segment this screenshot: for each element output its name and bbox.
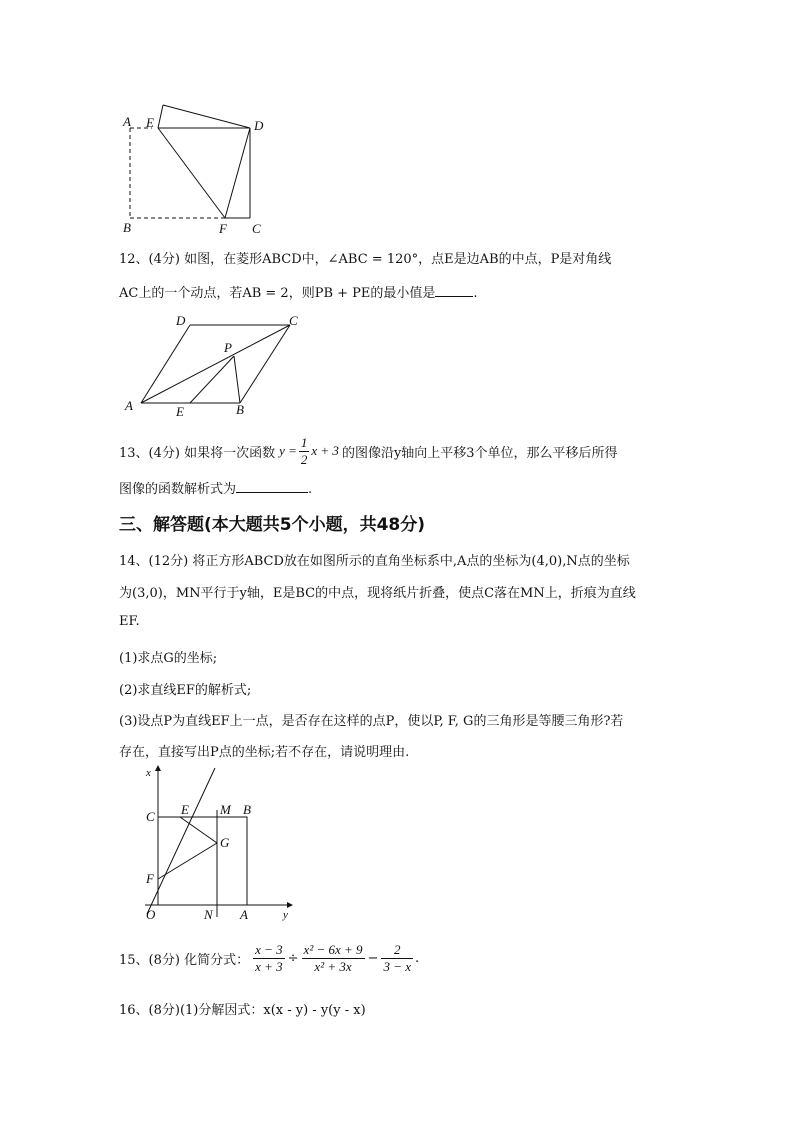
axis-label-x: x bbox=[146, 767, 151, 779]
q13-line2-text: 图像的函数解析式为 bbox=[119, 482, 237, 497]
label-A: A bbox=[125, 398, 133, 413]
figure-rhombus bbox=[120, 310, 320, 420]
q12-line1: 12、(4分) 如图，在菱形ABCD中，∠ABC = 120°，点E是边AB的中点，P是对角线 bbox=[119, 252, 612, 267]
label-N: N bbox=[204, 907, 213, 922]
q15-line bbox=[119, 938, 419, 978]
label-F: F bbox=[146, 871, 154, 886]
label-E: E bbox=[176, 404, 184, 419]
q15-f1-den: x + 3 bbox=[255, 958, 283, 974]
q14-line1: 14、(12分) 将正方形ABCD放在如图所示的直角坐标系中,A点的坐标为(4,0),N点的坐标 bbox=[119, 554, 630, 569]
figure-rectangle-fold bbox=[115, 100, 275, 235]
q15-fraction-2 bbox=[302, 942, 365, 975]
label-B: B bbox=[243, 802, 251, 817]
label-O: O bbox=[146, 907, 156, 922]
section-heading: 三、解答题(本大题共5个小题，共48分) bbox=[119, 515, 426, 535]
label-C: C bbox=[289, 313, 298, 328]
axis-label-y: y bbox=[283, 909, 288, 921]
q13-pre: 13、(4分) 如果将一次函数 bbox=[119, 445, 276, 461]
q13-frac-num: 1 bbox=[300, 434, 308, 450]
label-A: A bbox=[123, 114, 131, 129]
q15-f3-den: 3 − x bbox=[383, 958, 411, 974]
q14-sub2: (2)求直线EF的解析式; bbox=[119, 683, 252, 698]
q15-end: . bbox=[414, 950, 420, 966]
q13-line1 bbox=[119, 433, 618, 469]
figure-coordinate-square bbox=[140, 762, 300, 922]
q13-frac-den: 2 bbox=[300, 451, 308, 467]
q13-line2-end: . bbox=[308, 482, 313, 497]
label-D: D bbox=[176, 313, 186, 328]
label-A: A bbox=[240, 907, 248, 922]
label-F: F bbox=[219, 221, 227, 235]
q15-fraction-3 bbox=[381, 942, 413, 975]
q13-post: 的图像沿y轴向上平移3个单位，那么平移后所得 bbox=[341, 445, 618, 461]
q15-fraction-1 bbox=[253, 942, 285, 975]
q13-fraction bbox=[299, 435, 310, 468]
q14-sub3a: (3)设点P为直线EF上一点，是否存在这样的点P，使以P, F, G的三角形是等腰三角形?若 bbox=[119, 714, 624, 729]
label-E: E bbox=[181, 802, 189, 817]
label-G: G bbox=[220, 835, 230, 850]
q15-f2-num: x² − 6x + 9 bbox=[303, 941, 363, 957]
q12-answer-blank bbox=[435, 284, 473, 297]
label-B: B bbox=[123, 220, 131, 235]
label-P: P bbox=[224, 340, 232, 355]
label-C: C bbox=[146, 809, 155, 824]
q13-line2 bbox=[119, 478, 312, 497]
label-E: E bbox=[146, 115, 154, 130]
q15-f3-num: 2 bbox=[381, 942, 413, 959]
q12-line2-end: . bbox=[473, 286, 478, 301]
q13-y: y = bbox=[279, 443, 297, 458]
q12-line2 bbox=[119, 282, 478, 301]
q15-pre: 15、(8分) 化简分式： bbox=[119, 952, 250, 968]
label-B: B bbox=[236, 402, 244, 417]
label-D: D bbox=[254, 118, 264, 133]
q15-op2: − bbox=[367, 950, 379, 966]
q12-line2-text: AC上的一个动点，若AB = 2，则PB + PE的最小值是 bbox=[119, 286, 436, 301]
q13-answer-blank bbox=[236, 480, 308, 493]
q13-expr: x + 3 bbox=[311, 443, 339, 458]
q14-line3: EF. bbox=[119, 614, 140, 629]
label-C: C bbox=[252, 221, 261, 235]
q14-sub3b: 存在，直接写出P点的坐标;若不存在，请说明理由. bbox=[119, 745, 410, 760]
q14-line2: 为(3,0)，MN平行于y轴，E是BC的中点，现将纸片折叠，使点C落在MN上，折痕为直线 bbox=[119, 586, 636, 601]
q15-op1: ÷ bbox=[287, 950, 299, 966]
q14-sub1: (1)求点G的坐标; bbox=[119, 651, 218, 666]
q16-line1: 16、(8分)(1)分解因式：x(x - y) - y(y - x) bbox=[119, 1003, 366, 1018]
q15-f1-num: x − 3 bbox=[255, 941, 283, 957]
label-M: M bbox=[220, 802, 231, 817]
q15-f2-den: x² + 3x bbox=[314, 958, 352, 974]
